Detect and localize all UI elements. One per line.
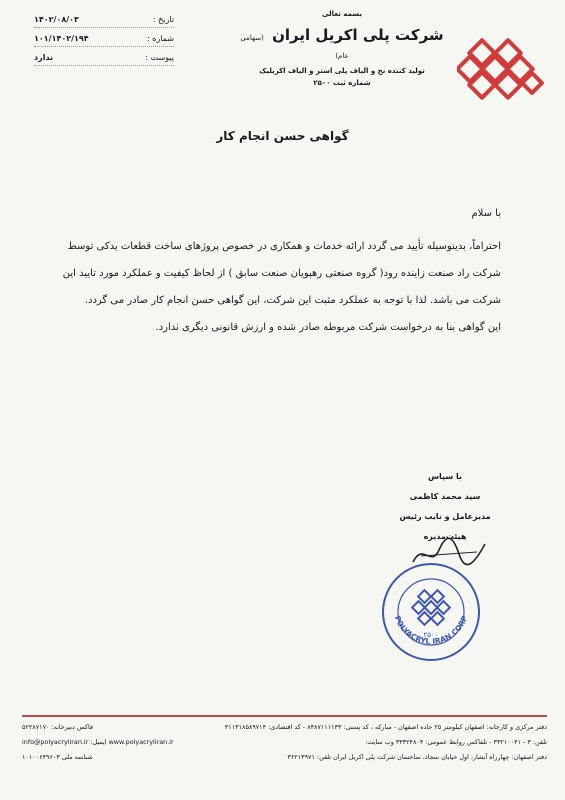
company-description: تولید کننده نخ و الیاف پلی استر و الیاف اکریلیک [259,67,425,75]
footer-row-3 [22,753,547,761]
letter-title: گواهی حسن انجام کار [216,129,349,143]
company-logo-icon [457,38,549,100]
footer-divider [22,715,547,717]
footer-national-id: شناسه ملی ۱۰۱۰۰۶۴۹۶۰۳ [22,753,93,761]
footer-address-office: دفتر اصفهان: چهارراه آبشار، اول خیابان سجاد، ساختمان شرکت پلی اکریل ایران تلفن: ۳۶۲۱۳۹۷۱ [287,753,547,761]
footer-address-hq: دفتر مرکزی و کارخانه: اصفهان کیلومتر ۲۵ جاده اصفهان - مبارکه ، کد پستی: ۸۴۸۷۱۱۱۱۳۳ - کد اقتصادی: ۴۱۱۳۱۸۵۸۹۷۱۴ [224,723,547,731]
company-legal-type: (سهامی عام) [240,34,349,60]
signatory-name: سید محمد کاظمی [409,492,481,501]
letter-meta [34,12,174,69]
bismillah: بسمه تعالی [321,10,363,18]
body-paragraph-2: این گواهی بنا به درخواست شرکت مربوطه صادر شده و ارزش قانونی دیگری ندارد. [155,322,501,333]
number-row [34,31,174,47]
letterhead [237,10,447,87]
date-row [34,12,174,28]
attachment-value: ندارد [34,53,54,62]
company-stamp [379,560,483,664]
attachment-row [34,50,174,66]
signature-closing: با سپاس [428,472,462,481]
attachment-label: پیوست : [145,53,174,62]
company-name [237,26,447,62]
signatory-position: مدیرعامل و نایب رئیس هیئت‌مدیره [399,512,491,541]
company-registration: شماره ثبت ۲۵۰۰ [313,79,371,87]
letter-footer [22,715,547,768]
footer-phones: تلفن: ۳ - ۳۳۲۱۰۰۴۱ - تلفاکس روابط عمومی: ۳۳۳۲۴۸۰۴ وب سایت: [365,738,547,746]
body-paragraph-1: احتراماً، بدینوسیله تأیید می گردد ارائه خدمات و همکاری در خصوص پروژهای ساخت قطعات یدکی توسط شرکت راد صنعت زاینده رود( گروه صنعتی رهپویان صنعت سابق ) از لحاظ کیفیت و عملکرد مورد تایید این شرکت می باشد. لذا با توجه به عملکرد مثبت این شرکت، این گواهی حسن انجام کار صادر می گردد. [62,241,501,306]
salutation: با سلام [471,208,501,219]
date-label: تاریخ : [152,15,174,24]
date-value: ۱۴۰۲/۰۸/۰۳ [34,15,79,24]
footer-fax: فاکس دبیرخانه: ۵۲۲۸۷۱۷۰ [22,723,94,731]
stamp-text: POLYACRYL IRAN CORP [392,614,470,646]
number-value: ۱۰۱/۱۴۰۲/۱۹۴ [34,34,89,43]
letter-body [61,200,501,341]
footer-row-1 [22,723,547,731]
footer-row-2 [22,738,547,746]
footer-web-email: www.polyacryliran.ir ایمیل: info@polyacryliran.ir [22,738,174,746]
stamp-number: ۲۵۰۰ [423,631,439,639]
company-name-text: شرکت پلی اکریل ایران [272,26,444,44]
number-label: شماره : [146,34,174,43]
